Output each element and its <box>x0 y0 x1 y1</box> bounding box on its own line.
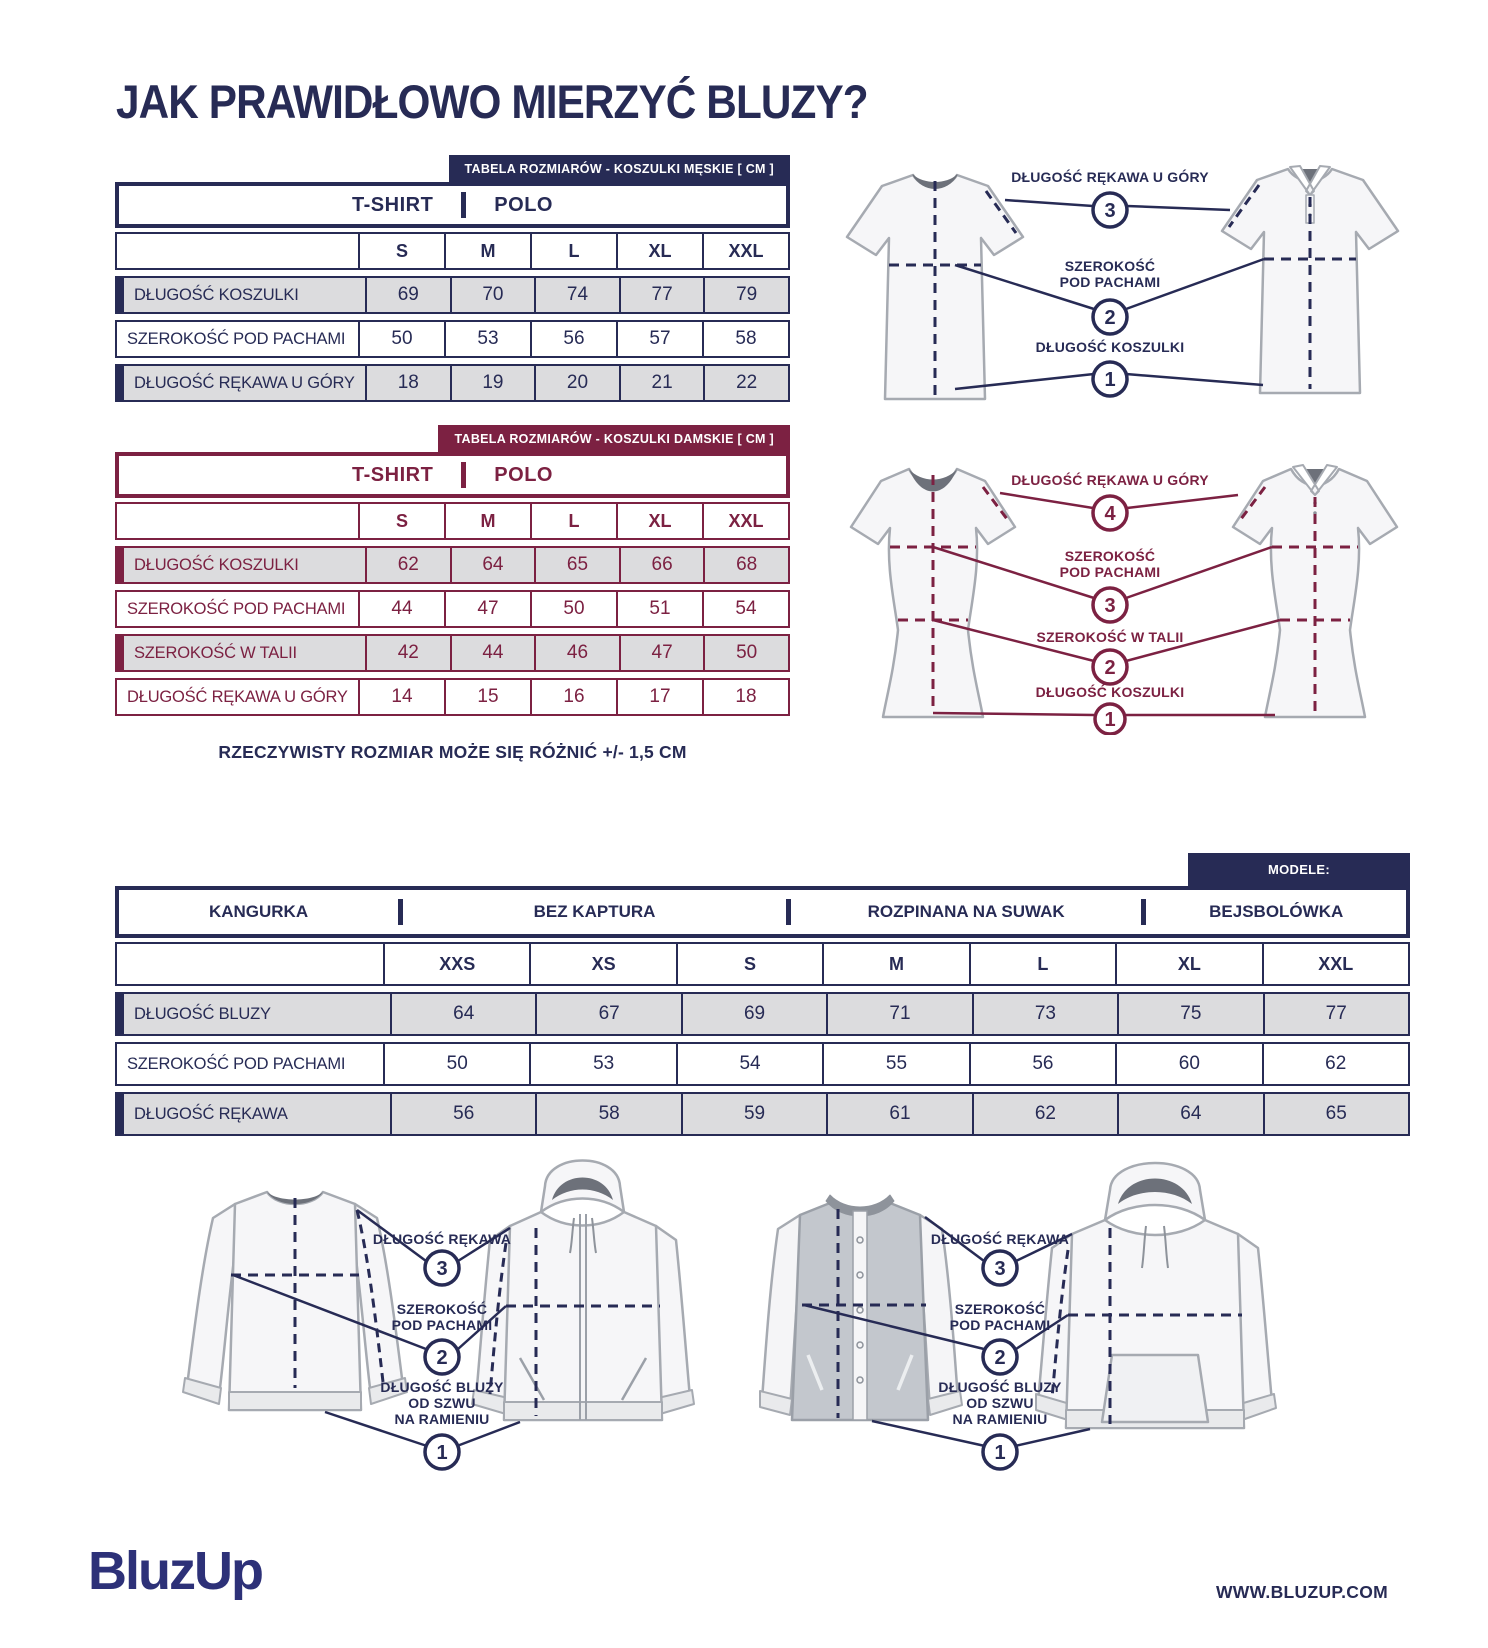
womens-polo-illustration <box>1233 465 1397 717</box>
measurement-label: SZEROKOŚĆ POD PACHAMI <box>127 1054 346 1073</box>
measurement-value-cell: 66 <box>619 548 704 582</box>
callout-label-sleeve: DŁUGOŚĆ RĘKAWA U GÓRY <box>1011 472 1209 488</box>
brand-logo: BluzUp <box>88 1541 262 1601</box>
measurement-value-cell: 56 <box>390 1094 535 1134</box>
size-header-cell: XL <box>616 504 702 538</box>
sweatshirt-diagram-right <box>750 1140 1310 1480</box>
measurement-value-cell: 56 <box>530 322 616 356</box>
callout-label-chest-2: POD PACHAMI <box>391 1317 493 1333</box>
measurement-value-cell: 58 <box>702 322 788 356</box>
measurement-value-cell: 50 <box>530 592 616 626</box>
measurement-value-cell: 21 <box>619 366 704 400</box>
measurement-row <box>115 546 790 584</box>
measurement-value-cell: 14 <box>358 680 444 714</box>
measurement-value-cell: 54 <box>676 1044 822 1084</box>
measurement-value-cell: 64 <box>1117 1094 1262 1134</box>
callout-number-2: 2 <box>994 1347 1006 1369</box>
sweatshirt-sizes-row <box>115 942 1410 986</box>
measurement-value-cell: 22 <box>703 366 788 400</box>
callout-label-length-3: NA RAMIENIU <box>394 1411 490 1427</box>
measurement-label: SZEROKOŚĆ W TALII <box>134 643 297 662</box>
measurement-value-cell: 18 <box>365 366 450 400</box>
polo-illustration <box>1222 166 1398 393</box>
type-label-bez-kaptura: BEZ KAPTURA <box>533 902 656 921</box>
measurement-row <box>115 364 790 402</box>
callout-number-1: 1 <box>994 1442 1006 1464</box>
callout-number-3: 3 <box>436 1258 448 1280</box>
measurement-value-cell: 71 <box>826 994 971 1034</box>
callout-label-chest-1: SZEROKOŚĆ <box>1064 258 1156 274</box>
callout-number-1: 1 <box>1104 369 1116 391</box>
measurement-label: DŁUGOŚĆ KOSZULKI <box>134 285 299 304</box>
measurement-value-cell: 70 <box>450 278 535 312</box>
size-header-cell: XXL <box>1262 944 1408 984</box>
measurement-value-cell: 62 <box>1262 1044 1408 1084</box>
page-title: JAK PRAWIDŁOWO MIERZYĆ BLUZY? <box>116 75 868 128</box>
measurement-value-cell: 57 <box>616 322 702 356</box>
size-header-cell: S <box>358 234 444 268</box>
measurement-label: DŁUGOŚĆ RĘKAWA <box>134 1104 288 1123</box>
callout-label-chest-1: SZEROKOŚĆ <box>396 1301 488 1317</box>
measurement-value-cell: 62 <box>972 1094 1117 1134</box>
callout-number-2: 2 <box>1104 657 1116 679</box>
mens-garment-types-header <box>115 182 790 228</box>
callout-label-length-3: NA RAMIENIU <box>952 1411 1048 1427</box>
measurement-value-cell: 46 <box>534 636 619 670</box>
measurement-value-cell: 67 <box>535 994 680 1034</box>
tshirt-illustration <box>847 175 1023 399</box>
measurement-row <box>115 634 790 672</box>
measurement-value-cell: 42 <box>365 636 450 670</box>
measurement-value-cell: 19 <box>450 366 535 400</box>
callout-number-2: 2 <box>436 1347 448 1369</box>
callout-label-chest-2: POD PACHAMI <box>949 1317 1051 1333</box>
callout-label-length: DŁUGOŚĆ KOSZULKI <box>1035 684 1185 700</box>
callout-label-length-2: OD SZWU <box>966 1395 1034 1411</box>
website-url: WWW.BLUZUP.COM <box>1215 1582 1388 1602</box>
sweatshirt-diagram-left <box>160 1140 720 1480</box>
womens-garment-types-header <box>115 452 790 498</box>
measurement-value-cell: 16 <box>530 680 616 714</box>
measurement-value-cell: 53 <box>444 322 530 356</box>
womens-table-rows <box>115 546 790 716</box>
measurement-value-cell: 69 <box>681 994 826 1034</box>
measurement-label: DŁUGOŚĆ KOSZULKI <box>134 555 299 574</box>
measurement-value-cell: 75 <box>1117 994 1262 1034</box>
crewneck-illustration <box>183 1192 407 1410</box>
size-header-cell: L <box>530 234 616 268</box>
measurement-value-cell: 56 <box>969 1044 1115 1084</box>
sweatshirt-size-table <box>115 853 1410 1136</box>
type-label-polo: POLO <box>494 463 553 486</box>
measurement-row <box>115 590 790 628</box>
size-header-cell: M <box>444 504 530 538</box>
measurement-value-cell: 65 <box>534 548 619 582</box>
sizes-row-spacer <box>117 504 358 538</box>
measurement-value-cell: 73 <box>972 994 1117 1034</box>
callout-label-sleeve: DŁUGOŚĆ RĘKAWA <box>930 1231 1070 1247</box>
callout-number-3: 3 <box>1104 200 1116 222</box>
womens-table-banner: TABELA ROZMIARÓW - KOSZULKI DAMSKIE [ CM ] <box>438 425 790 452</box>
measurement-value-cell: 69 <box>365 278 450 312</box>
womens-sizes-row <box>115 502 790 540</box>
measurement-value-cell: 61 <box>826 1094 971 1134</box>
divider-bar <box>461 192 466 218</box>
callout-label-chest-1: SZEROKOŚĆ <box>954 1301 1046 1317</box>
measurement-row <box>115 1092 1410 1136</box>
sweatshirt-table-rows <box>115 992 1410 1136</box>
sizes-header-row <box>115 502 790 540</box>
measurement-value-cell: 44 <box>450 636 535 670</box>
measurement-value-cell: 77 <box>619 278 704 312</box>
size-header-cell: XXL <box>702 504 788 538</box>
type-label-bejsbolowka: BEJSBOLÓWKA <box>1209 902 1344 921</box>
measurement-value-cell: 58 <box>535 1094 680 1134</box>
callout-number-1: 1 <box>1104 709 1116 731</box>
type-label-rozpinana: ROZPINANA NA SUWAK <box>867 902 1065 921</box>
measurement-value-cell: 64 <box>390 994 535 1034</box>
measurement-value-cell: 47 <box>619 636 704 670</box>
callout-label-chest-1: SZEROKOŚĆ <box>1064 548 1156 564</box>
size-header-cell: M <box>444 234 530 268</box>
baseball-jacket-illustration <box>760 1195 962 1420</box>
size-header-cell: S <box>676 944 822 984</box>
sizes-row-spacer <box>117 234 358 268</box>
measurement-label: DŁUGOŚĆ RĘKAWA U GÓRY <box>127 687 348 706</box>
callout-number-1: 1 <box>436 1442 448 1464</box>
measurement-value-cell: 50 <box>383 1044 529 1084</box>
measurement-value-cell: 50 <box>358 322 444 356</box>
measurement-value-cell: 68 <box>703 548 788 582</box>
type-label-tshirt: T-SHIRT <box>352 193 434 216</box>
measurement-row <box>115 276 790 314</box>
type-label-kangurka: KANGURKA <box>208 902 309 921</box>
measurement-label: SZEROKOŚĆ POD PACHAMI <box>127 329 346 348</box>
size-header-cell: XS <box>529 944 675 984</box>
size-header-cell: S <box>358 504 444 538</box>
measurement-value-cell: 65 <box>1263 1094 1408 1134</box>
callout-number-4: 4 <box>1104 503 1116 525</box>
type-label-tshirt: T-SHIRT <box>352 463 434 486</box>
size-header-cell: XXL <box>702 234 788 268</box>
measurement-value-cell: 44 <box>358 592 444 626</box>
models-banner: MODELE: <box>1188 853 1410 886</box>
measurement-value-cell: 60 <box>1115 1044 1261 1084</box>
measurement-value-cell: 15 <box>444 680 530 714</box>
mens-size-table <box>115 155 790 402</box>
size-header-cell: XL <box>1115 944 1261 984</box>
size-header-cell: L <box>530 504 616 538</box>
callout-label-chest-2: POD PACHAMI <box>1059 564 1161 580</box>
callout-number-3: 3 <box>1104 595 1116 617</box>
size-header-cell: XL <box>616 234 702 268</box>
type-label-polo: POLO <box>494 193 553 216</box>
measurement-row <box>115 992 1410 1036</box>
mens-table-rows <box>115 276 790 402</box>
kangaroo-hoodie-illustration <box>1036 1163 1276 1428</box>
callout-label-length-2: OD SZWU <box>408 1395 476 1411</box>
measurement-value-cell: 17 <box>616 680 702 714</box>
measurement-value-cell: 51 <box>616 592 702 626</box>
zip-hoodie-illustration <box>472 1161 694 1421</box>
tolerance-note: RZECZYWISTY ROZMIAR MOŻE SIĘ RÓŻNIĆ +/- 1,5 CM <box>218 742 687 762</box>
measurement-row <box>115 320 790 358</box>
sizes-row-spacer <box>117 944 383 984</box>
measurement-value-cell: 62 <box>365 548 450 582</box>
callout-label-sleeve: DŁUGOŚĆ RĘKAWA <box>372 1231 512 1247</box>
sweatshirt-types-header <box>115 886 1410 938</box>
measurement-label: SZEROKOŚĆ POD PACHAMI <box>127 599 346 618</box>
measurement-label: DŁUGOŚĆ RĘKAWA U GÓRY <box>134 373 355 392</box>
measurement-value-cell: 18 <box>702 680 788 714</box>
mens-sizes-row <box>115 232 790 270</box>
measurement-value-cell: 54 <box>702 592 788 626</box>
size-header-cell: M <box>822 944 968 984</box>
measurement-value-cell: 77 <box>1263 994 1408 1034</box>
callout-label-waist: SZEROKOŚĆ W TALII <box>1036 629 1184 645</box>
measurement-value-cell: 20 <box>534 366 619 400</box>
measurement-row <box>115 678 790 716</box>
measurement-value-cell: 64 <box>450 548 535 582</box>
callout-label-length-1: DŁUGOŚĆ BLUZY <box>938 1379 1062 1395</box>
measurement-label: DŁUGOŚĆ BLUZY <box>134 1004 271 1023</box>
mens-table-banner: TABELA ROZMIARÓW - KOSZULKI MĘSKIE [ CM ] <box>449 155 791 182</box>
measurement-row <box>115 1042 1410 1086</box>
measurement-value-cell: 79 <box>703 278 788 312</box>
measurement-value-cell: 74 <box>534 278 619 312</box>
sizes-header-row <box>115 942 1410 986</box>
measurement-value-cell: 50 <box>703 636 788 670</box>
mens-shirt-diagram <box>815 155 1405 415</box>
sizes-header-row <box>115 232 790 270</box>
measurement-value-cell: 53 <box>529 1044 675 1084</box>
size-header-cell: L <box>969 944 1115 984</box>
callout-number-3: 3 <box>994 1258 1006 1280</box>
size-header-cell: XXS <box>383 944 529 984</box>
measurement-value-cell: 55 <box>822 1044 968 1084</box>
measurement-value-cell: 59 <box>681 1094 826 1134</box>
womens-tshirt-illustration <box>851 469 1015 717</box>
womens-shirt-diagram <box>815 435 1405 735</box>
callout-label-length-1: DŁUGOŚĆ BLUZY <box>380 1379 504 1395</box>
callout-label-chest-2: POD PACHAMI <box>1059 274 1161 290</box>
callout-label-sleeve: DŁUGOŚĆ RĘKAWA U GÓRY <box>1011 169 1209 185</box>
womens-size-table <box>115 425 790 716</box>
divider-bar <box>461 462 466 488</box>
callout-number-2: 2 <box>1104 307 1116 329</box>
measurement-value-cell: 47 <box>444 592 530 626</box>
callout-label-length: DŁUGOŚĆ KOSZULKI <box>1035 339 1185 355</box>
